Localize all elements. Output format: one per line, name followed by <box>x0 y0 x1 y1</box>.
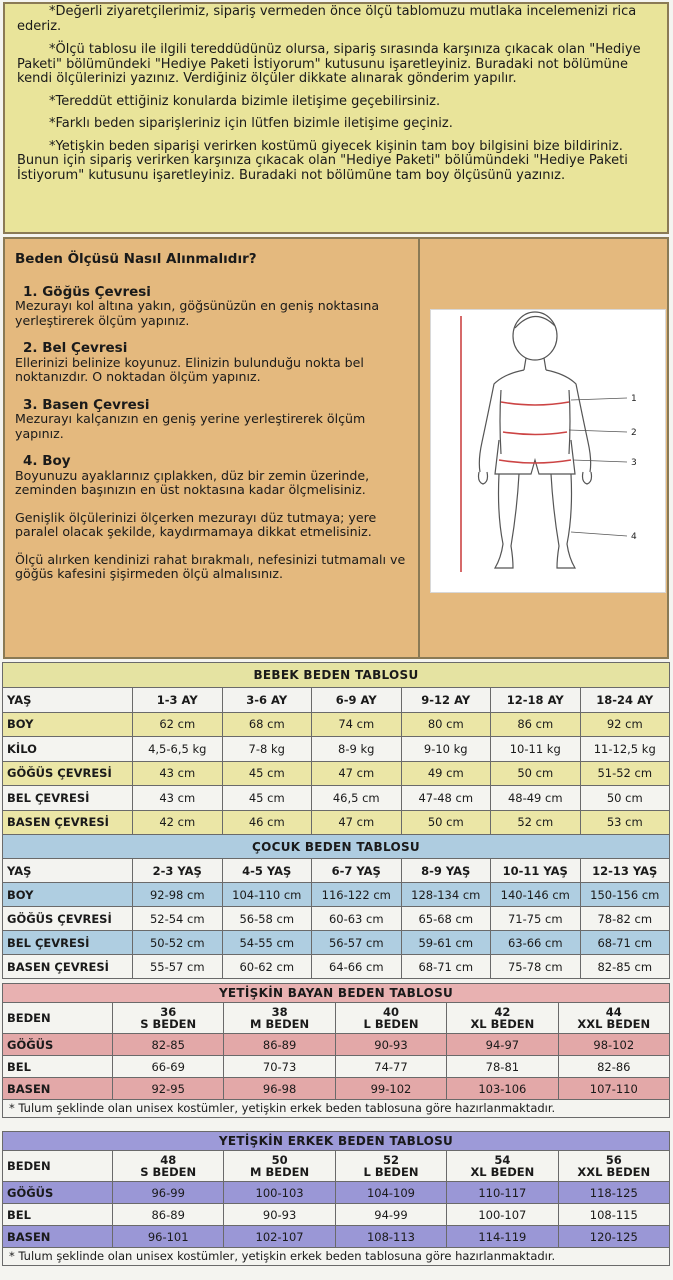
size-name: L BEDEN <box>363 1017 419 1031</box>
table-header-row <box>3 1003 670 1034</box>
step-heading: 3. Basen Çevresi <box>23 396 150 413</box>
child-size-table <box>2 834 670 979</box>
table-cell: 46 cm <box>222 810 312 835</box>
row-label: BOY <box>3 712 133 737</box>
table-cell: 100-107 <box>447 1204 558 1226</box>
table-cell: 60-63 cm <box>312 907 402 931</box>
men-size-table <box>2 1131 670 1266</box>
row-label: BASEN ÇEVRESİ <box>3 810 133 835</box>
row-label: BEL ÇEVRESİ <box>3 786 133 811</box>
column-header: 12-13 YAŞ <box>580 859 670 883</box>
column-header: 9-12 AY <box>401 688 491 713</box>
column-header: YAŞ <box>3 859 133 883</box>
table-cell: 49 cm <box>401 761 491 786</box>
row-label: BASEN <box>3 1078 113 1100</box>
row-label: BASEN ÇEVRESİ <box>3 955 133 979</box>
table-cell: 96-99 <box>113 1182 224 1204</box>
table-cell: 140-146 cm <box>491 883 581 907</box>
column-header: 10-11 YAŞ <box>491 859 581 883</box>
table-cell: 47-48 cm <box>401 786 491 811</box>
row-label: BEL ÇEVRESİ <box>3 931 133 955</box>
size-number: 48 <box>160 1153 177 1167</box>
table-cell: 43 cm <box>133 761 223 786</box>
step-text: Boyunuzu ayaklarınız çıplakken, düz bir zemin üzerinde, zeminden başınızın en üst noktasına kadar ölçmelisiniz. <box>15 467 370 497</box>
table-cell: 110-117 <box>447 1182 558 1204</box>
table-row <box>3 931 670 955</box>
table-cell: 4,5-6,5 kg <box>133 737 223 762</box>
table-cell: 60-62 cm <box>222 955 312 979</box>
table-cell: 65-68 cm <box>401 907 491 931</box>
table-cell: 56-57 cm <box>312 931 402 955</box>
row-label: GÖĞÜS ÇEVRESİ <box>3 761 133 786</box>
size-number: 44 <box>605 1005 622 1019</box>
table-cell: 55-57 cm <box>133 955 223 979</box>
table-row <box>3 810 670 835</box>
column-header: 6-9 AY <box>312 688 402 713</box>
step-heading: 2. Bel Çevresi <box>23 340 128 356</box>
table-cell: 92-95 <box>113 1078 224 1100</box>
table-cell: 150-156 cm <box>580 883 670 907</box>
column-header <box>335 1151 446 1182</box>
table-title: YETİŞKİN ERKEK BEDEN TABLOSU <box>3 1132 670 1151</box>
intro-notice <box>3 2 669 234</box>
table-cell: 59-61 cm <box>401 931 491 955</box>
figure-label: 4 <box>631 532 637 542</box>
column-header <box>447 1151 558 1182</box>
table-cell: 90-93 <box>335 1034 446 1056</box>
step-heading: 4. Boy <box>23 453 71 469</box>
table-cell: 104-110 cm <box>222 883 312 907</box>
table-cell: 108-115 <box>558 1204 669 1226</box>
table-title: YETİŞKİN BAYAN BEDEN TABLOSU <box>3 984 670 1003</box>
table-cell: 50-52 cm <box>133 931 223 955</box>
table-cell: 56-58 cm <box>222 907 312 931</box>
column-header: YAŞ <box>3 688 133 713</box>
size-name: XXL BEDEN <box>577 1017 651 1031</box>
intro-paragraph: *Ölçü tablosu ile ilgili tereddüdünüz olursa, sipariş sırasında karşınıza çıkacak olan "Hediye Paketi" bölümündeki "Hediye Paketi İstiyorum" kutusunu işaretleyiniz. Buradaki not bölümüne kendi ölçülerinizi yazınız. Verdiğiniz ölçüler dikkate alınarak gönderim yapılır. <box>17 42 641 86</box>
women-size-table <box>2 983 670 1118</box>
table-cell: 92 cm <box>580 712 670 737</box>
table-cell: 74-77 <box>335 1056 446 1078</box>
table-cell: 68-71 cm <box>401 955 491 979</box>
column-header <box>113 1151 224 1182</box>
table-cell: 47 cm <box>312 761 402 786</box>
table-cell: 103-106 <box>447 1078 558 1100</box>
table-header-row <box>3 688 670 713</box>
table-cell: 50 cm <box>401 810 491 835</box>
size-name: XL BEDEN <box>470 1017 535 1031</box>
table-cell: 116-122 cm <box>312 883 402 907</box>
table-cell: 80 cm <box>401 712 491 737</box>
column-header: 1-3 AY <box>133 688 223 713</box>
size-name: L BEDEN <box>363 1165 419 1179</box>
table-cell: 50 cm <box>580 786 670 811</box>
size-name: S BEDEN <box>140 1017 197 1031</box>
table-cell: 78-81 <box>447 1056 558 1078</box>
table-cell: 50 cm <box>491 761 581 786</box>
table-cell: 43 cm <box>133 786 223 811</box>
table-cell: 96-98 <box>224 1078 335 1100</box>
table-cell: 94-99 <box>335 1204 446 1226</box>
guide-note: Genişlik ölçülerinizi ölçerken mezurayı düz tutmaya; yere paralel olacak şekilde, kaydırmamaya dikkat etmelisiniz. <box>15 509 377 539</box>
figure-label: 1 <box>631 394 637 404</box>
table-cell: 46,5 cm <box>312 786 402 811</box>
table-footnote: * Tulum şeklinde olan unisex kostümler, yetişkin erkek beden tablosuna göre hazırlanmaktadır. <box>3 1100 670 1118</box>
step-text: Mezurayı kalçanızın en geniş yerine yerleştirerek ölçüm yapınız. <box>15 411 366 441</box>
column-header: BEDEN <box>3 1003 113 1034</box>
row-label: BOY <box>3 883 133 907</box>
column-header: 2-3 YAŞ <box>133 859 223 883</box>
column-header: 18-24 AY <box>580 688 670 713</box>
size-number: 38 <box>271 1005 288 1019</box>
table-cell: 120-125 <box>558 1226 669 1248</box>
row-label: GÖĞÜS ÇEVRESİ <box>3 907 133 931</box>
table-header-row <box>3 1151 670 1182</box>
table-row <box>3 883 670 907</box>
table-row <box>3 1078 670 1100</box>
column-header <box>224 1151 335 1182</box>
table-cell: 66-69 <box>113 1056 224 1078</box>
table-cell: 104-109 <box>335 1182 446 1204</box>
table-cell: 98-102 <box>558 1034 669 1056</box>
table-cell: 62 cm <box>133 712 223 737</box>
intro-paragraph: *Tereddüt ettiğiniz konularda bizimle iletişime geçebilirsiniz. <box>49 93 441 109</box>
table-cell: 45 cm <box>222 786 312 811</box>
table-cell: 108-113 <box>335 1226 446 1248</box>
size-name: M BEDEN <box>250 1017 310 1031</box>
table-cell: 7-8 kg <box>222 737 312 762</box>
table-cell: 90-93 <box>224 1204 335 1226</box>
table-cell: 54-55 cm <box>222 931 312 955</box>
table-cell: 94-97 <box>447 1034 558 1056</box>
table-cell: 42 cm <box>133 810 223 835</box>
row-label: GÖĞÜS <box>3 1182 113 1204</box>
table-cell: 68-71 cm <box>580 931 670 955</box>
table-row <box>3 1182 670 1204</box>
table-cell: 82-86 <box>558 1056 669 1078</box>
size-number: 52 <box>382 1153 399 1167</box>
column-header: 4-5 YAŞ <box>222 859 312 883</box>
row-label: KİLO <box>3 737 133 762</box>
column-header <box>558 1003 669 1034</box>
column-header <box>335 1003 446 1034</box>
table-cell: 86-89 <box>224 1034 335 1056</box>
size-name: S BEDEN <box>140 1165 197 1179</box>
table-cell: 70-73 <box>224 1056 335 1078</box>
size-name: XXL BEDEN <box>577 1165 651 1179</box>
table-row <box>3 955 670 979</box>
column-header: 12-18 AY <box>491 688 581 713</box>
table-cell: 99-102 <box>335 1078 446 1100</box>
column-header <box>224 1003 335 1034</box>
table-header-row <box>3 859 670 883</box>
table-cell: 96-101 <box>113 1226 224 1248</box>
table-cell: 64-66 cm <box>312 955 402 979</box>
child-outline-illustration <box>431 310 665 592</box>
table-cell: 128-134 cm <box>401 883 491 907</box>
table-cell: 78-82 cm <box>580 907 670 931</box>
column-header: 6-7 YAŞ <box>312 859 402 883</box>
size-number: 40 <box>382 1005 399 1019</box>
figure-label: 3 <box>631 458 637 468</box>
table-cell: 52 cm <box>491 810 581 835</box>
table-row <box>3 1226 670 1248</box>
size-number: 56 <box>605 1153 622 1167</box>
table-row <box>3 761 670 786</box>
table-cell: 86 cm <box>491 712 581 737</box>
table-cell: 92-98 cm <box>133 883 223 907</box>
measurement-guide <box>3 237 669 659</box>
table-cell: 82-85 cm <box>580 955 670 979</box>
table-row <box>3 1034 670 1056</box>
column-header <box>447 1003 558 1034</box>
table-cell: 45 cm <box>222 761 312 786</box>
column-header: 8-9 YAŞ <box>401 859 491 883</box>
table-cell: 100-103 <box>224 1182 335 1204</box>
table-row <box>3 1056 670 1078</box>
table-cell: 48-49 cm <box>491 786 581 811</box>
table-cell: 75-78 cm <box>491 955 581 979</box>
table-cell: 118-125 <box>558 1182 669 1204</box>
size-number: 54 <box>494 1153 511 1167</box>
table-cell: 82-85 <box>113 1034 224 1056</box>
column-header <box>113 1003 224 1034</box>
figure-label: 2 <box>631 428 637 438</box>
table-cell: 63-66 cm <box>491 931 581 955</box>
table-cell: 8-9 kg <box>312 737 402 762</box>
table-title: ÇOCUK BEDEN TABLOSU <box>3 835 670 859</box>
size-name: M BEDEN <box>250 1165 310 1179</box>
table-row <box>3 1204 670 1226</box>
step-heading: 1. Göğüs Çevresi <box>23 283 151 300</box>
intro-paragraph: *Yetişkin beden siparişi verirken kostümü giyecek kişinin tam boy bilgisini bize bildiriniz. Bunun için sipariş verirken karşınıza çıkacak olan "Hediye Paketi" bölümündeki "Hediye Paketi İstiyorum" kutusunu işaretleyiniz. Buradaki not bölümüne tam boy ölçüsünü yazınız. <box>17 138 628 183</box>
table-row <box>3 786 670 811</box>
measurement-instructions <box>5 239 420 657</box>
table-footnote: * Tulum şeklinde olan unisex kostümler, yetişkin erkek beden tablosuna göre hazırlanmaktadır. <box>3 1248 670 1266</box>
table-cell: 52-54 cm <box>133 907 223 931</box>
step-text: Ellerinizi belinize koyunuz. Elinizin bulunduğu nokta bel noktanızdır. O noktadan ölçüm yapınız. <box>15 354 364 384</box>
column-header: BEDEN <box>3 1151 113 1182</box>
body-measurement-figure <box>430 309 666 593</box>
table-row <box>3 737 670 762</box>
table-cell: 114-119 <box>447 1226 558 1248</box>
column-header <box>558 1151 669 1182</box>
table-row <box>3 712 670 737</box>
table-cell: 86-89 <box>113 1204 224 1226</box>
size-number: 36 <box>160 1005 177 1019</box>
table-cell: 74 cm <box>312 712 402 737</box>
baby-size-table <box>2 662 670 835</box>
column-header: 3-6 AY <box>222 688 312 713</box>
intro-paragraph: *Değerli ziyaretçilerimiz, sipariş vermeden önce ölçü tablomuzu mutlaka incelemenizi rica ederiz. <box>17 4 637 34</box>
table-cell: 68 cm <box>222 712 312 737</box>
table-cell: 107-110 <box>558 1078 669 1100</box>
table-cell: 53 cm <box>580 810 670 835</box>
size-number: 42 <box>494 1005 511 1019</box>
intro-paragraph: *Farklı beden siparişleriniz için lütfen bizimle iletişime geçiniz. <box>49 116 453 131</box>
table-cell: 10-11 kg <box>491 737 581 762</box>
table-cell: 47 cm <box>312 810 402 835</box>
table-cell: 71-75 cm <box>491 907 581 931</box>
size-number: 50 <box>271 1153 288 1167</box>
table-cell: 51-52 cm <box>580 761 670 786</box>
row-label: BEL <box>3 1204 113 1226</box>
table-cell: 102-107 <box>224 1226 335 1248</box>
step-text: Mezurayı kol altına yakın, göğsünüzün en geniş noktasına yerleştirerek ölçüm yapınız. <box>15 298 380 328</box>
guide-title: Beden Ölçüsü Nasıl Alınmalıdır? <box>15 251 257 267</box>
size-name: XL BEDEN <box>470 1165 535 1179</box>
table-cell: 9-10 kg <box>401 737 491 762</box>
row-label: BASEN <box>3 1226 113 1248</box>
table-cell: 11-12,5 kg <box>580 737 670 762</box>
row-label: GÖĞÜS <box>3 1034 113 1056</box>
table-title: BEBEK BEDEN TABLOSU <box>3 663 670 688</box>
table-row <box>3 907 670 931</box>
guide-note: Ölçü alırken kendinizi rahat bırakmalı, nefesinizi tutmamalı ve göğüs kafesini şişirmeden ölçü almalısınız. <box>15 551 406 581</box>
row-label: BEL <box>3 1056 113 1078</box>
